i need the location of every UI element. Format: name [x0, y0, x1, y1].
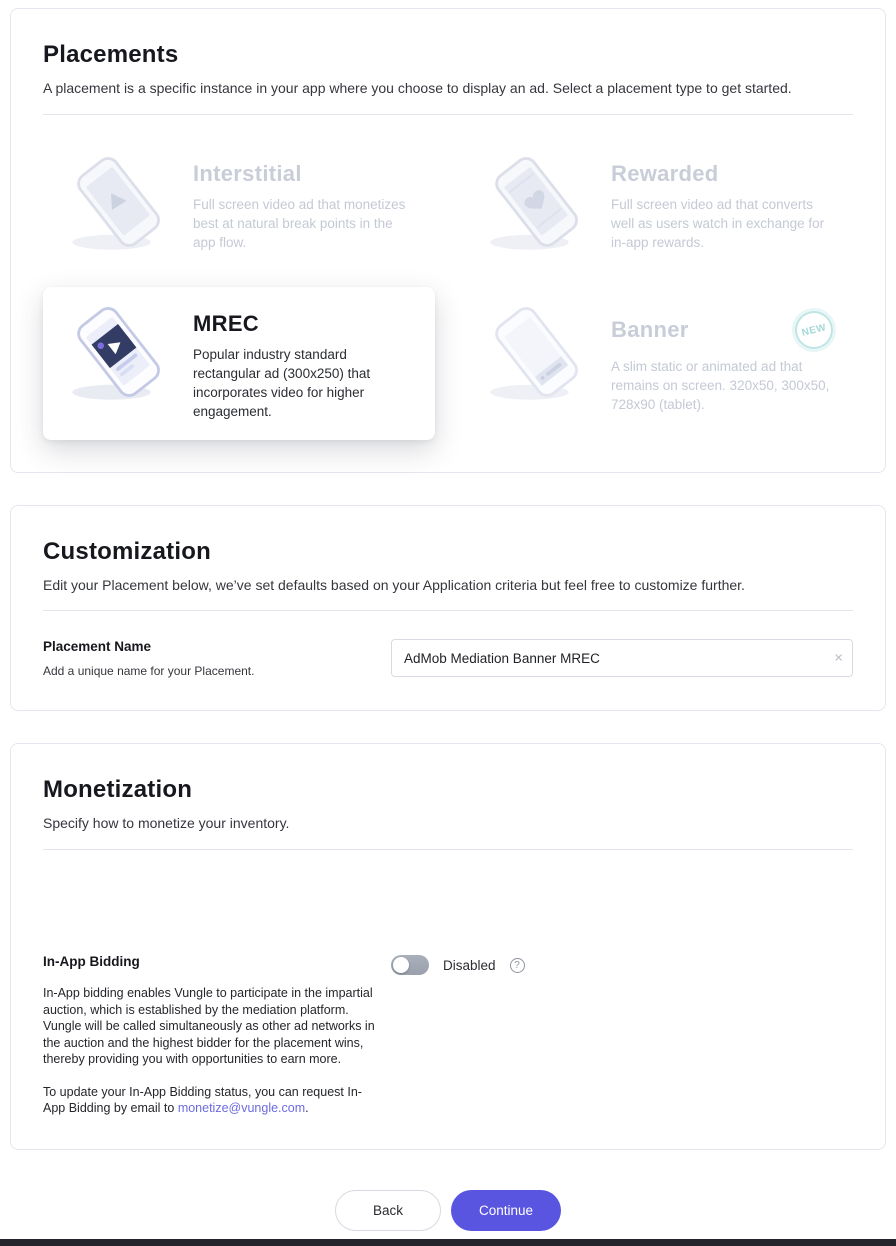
help-icon[interactable]: ?	[510, 958, 525, 973]
placement-type-description: Popular industry standard rectangular ad (300x250) that incorporates video for higher engagement.	[193, 346, 371, 420]
divider	[43, 849, 853, 850]
placement-type-mrec-selected[interactable]	[43, 287, 435, 440]
banner-phone-icon	[481, 305, 593, 405]
divider	[43, 114, 853, 115]
placement-type-banner[interactable]	[461, 287, 853, 440]
in-app-bidding-update-note-suffix: .	[305, 1101, 309, 1116]
monetization-subtitle: Specify how to monetize your inventory.	[43, 815, 290, 832]
in-app-bidding-update-note: To update your In-App Bidding status, you can request In-App Bidding by email to	[43, 1084, 362, 1116]
in-app-bidding-row	[43, 954, 853, 1117]
rewarded-phone-icon	[481, 155, 593, 255]
placement-name-input[interactable]	[391, 639, 853, 677]
continue-button[interactable]: Continue	[451, 1190, 561, 1231]
monetization-title: Monetization	[43, 776, 193, 804]
placement-name-label: Placement Name	[43, 639, 152, 655]
placement-name-row	[43, 639, 853, 678]
clear-input-icon[interactable]: ×	[834, 649, 843, 667]
placement-type-interstitial[interactable]	[43, 137, 435, 273]
customization-subtitle: Edit your Placement below, we’ve set defaults based on your Application criteria but feel free to customize further.	[43, 576, 745, 593]
in-app-bidding-toggle[interactable]	[391, 955, 429, 975]
in-app-bidding-status: Disabled	[443, 957, 496, 973]
placement-type-rewarded[interactable]	[461, 137, 853, 273]
customization-title: Customization	[43, 537, 211, 565]
placement-name-helper: Add a unique name for your Placement.	[43, 664, 255, 679]
in-app-bidding-description: In-App bidding enables Vungle to participate in the impartial auction, which is established by the mediation platform. Vungle will be called simultaneously as other ad networks in the auction and the highest bidder for the placement wins, thereby providing you with opportunities to earn more.	[43, 986, 375, 1067]
customization-card	[10, 505, 886, 712]
placement-type-description: Full screen video ad that monetizes best at natural break points in the app flow.	[193, 196, 406, 251]
placement-type-description: A slim static or animated ad that remains on screen. 320x50, 300x50, 728x90 (tablet).	[611, 358, 830, 413]
placement-type-grid	[43, 137, 853, 440]
interstitial-phone-icon	[63, 155, 175, 255]
placements-subtitle: A placement is a specific instance in your app where you choose to display an ad. Select a placement type to get started.	[43, 80, 792, 96]
mrec-phone-icon	[63, 305, 175, 405]
placements-title: Placements	[43, 41, 179, 68]
placement-type-title: Rewarded	[611, 160, 719, 186]
placements-card	[10, 8, 886, 473]
divider	[43, 610, 853, 611]
new-badge: NEW	[791, 307, 837, 353]
toggle-knob	[393, 957, 409, 973]
placement-type-title: MREC	[193, 310, 259, 336]
monetize-email-link[interactable]: monetize@vungle.com	[177, 1101, 306, 1116]
in-app-bidding-label: In-App Bidding	[43, 954, 140, 970]
monetization-card	[10, 743, 886, 1149]
bottom-bar	[0, 1239, 896, 1246]
placement-type-title: Banner	[611, 316, 689, 342]
back-button[interactable]: Back	[335, 1190, 441, 1231]
footer-actions	[0, 1190, 896, 1231]
placement-type-description: Full screen video ad that converts well as users watch in exchange for in-app rewards.	[611, 196, 825, 251]
placement-type-title: Interstitial	[193, 160, 302, 186]
